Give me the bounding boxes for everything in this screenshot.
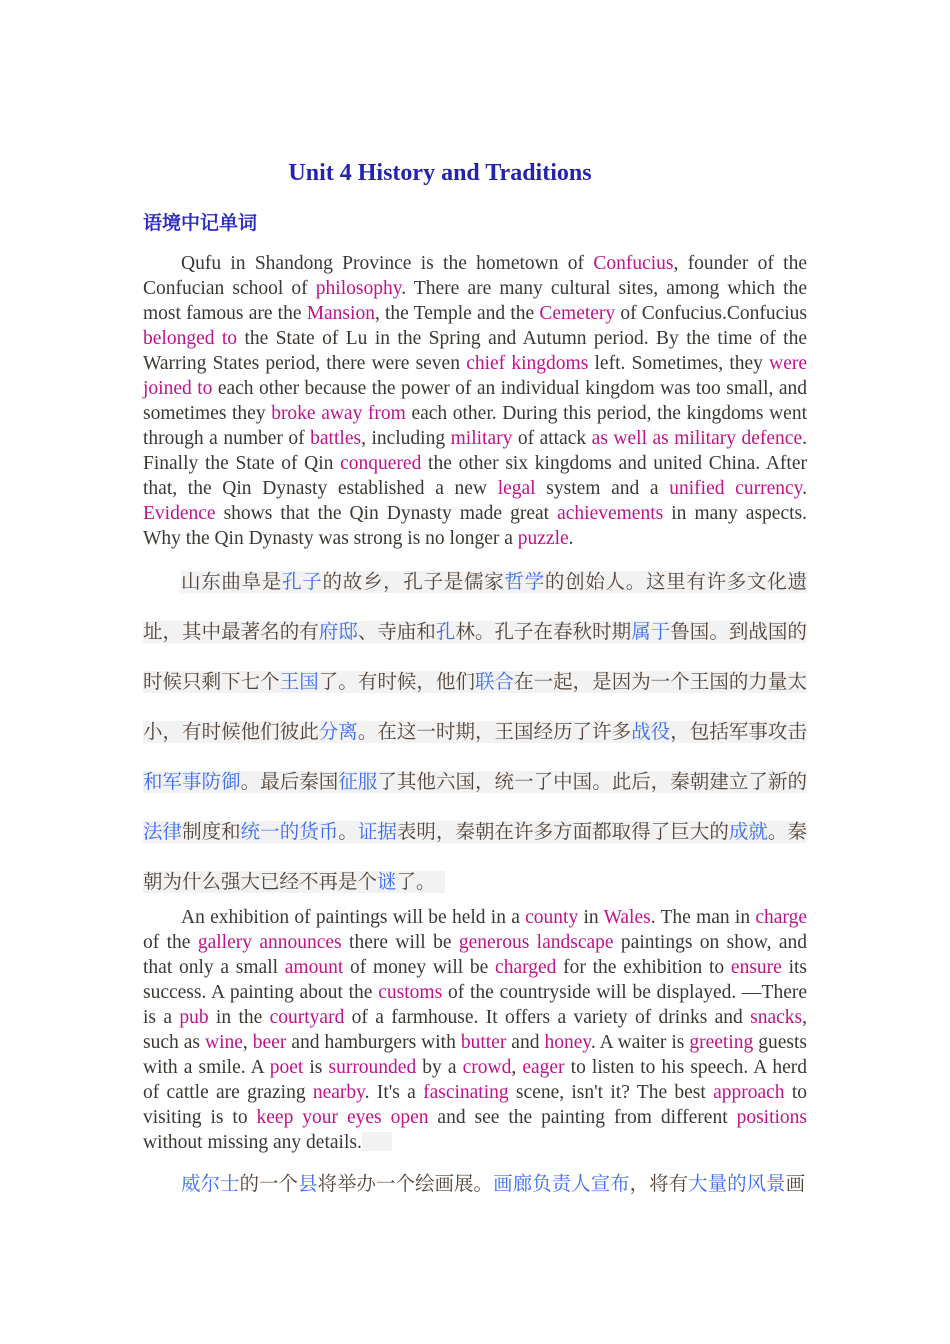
text-run: ,: [511, 1057, 523, 1078]
text-run: 孔子: [282, 571, 323, 593]
text-run: , the Temple and the: [374, 303, 540, 324]
text-run: ensure: [730, 957, 782, 978]
text-run: is: [303, 1057, 329, 1078]
highlight-blank: [362, 1132, 392, 1151]
text-run: 战役: [631, 721, 671, 743]
text-run: 王国: [279, 671, 319, 693]
text-run: 。秦朝为什么强大已经不再是个: [143, 821, 807, 893]
text-run: crowd: [462, 1057, 512, 1078]
text-run: Qufu in Shandong Province is the hometown of: [181, 253, 594, 274]
text-run: 了。有时候，他们: [318, 671, 475, 693]
text-run: its success. A painting about the: [143, 957, 807, 1003]
text-run: legal: [497, 478, 536, 499]
text-run: 和军事防御: [143, 771, 241, 793]
text-run: shows that the Qin Dynasty made great: [215, 503, 558, 524]
text-run: 鲁国。到战国的时候只剩下七个: [143, 621, 807, 693]
text-run: 画: [785, 1173, 806, 1195]
text-run: 。在这一时期，王国经历了许多: [357, 721, 632, 743]
text-run: fascinating: [423, 1082, 509, 1103]
text-run: 。最后秦国: [240, 771, 339, 793]
text-run: customs: [378, 982, 443, 1003]
text-run: 表明，秦朝在许多方面都取得了巨大的: [396, 821, 729, 843]
text-run: of attack: [512, 428, 592, 449]
text-run: , founder of the Confucian school of: [143, 253, 807, 299]
text-run: 征服: [338, 771, 378, 793]
text-run: of the: [143, 932, 198, 953]
text-run: the other six kingdoms and united China. After that, the Qin Dynasty established a new: [143, 453, 807, 499]
chinese-translation-paragraph-1: [143, 557, 807, 907]
text-run: for the exhibition to: [556, 957, 731, 978]
text-run: . Finally the State of Qin: [143, 428, 807, 474]
text-run: butter: [460, 1032, 507, 1053]
text-run: 属于: [631, 621, 671, 643]
text-run: surrounded: [328, 1057, 417, 1078]
text-run: there will be: [341, 932, 459, 953]
text-run: and: [506, 1032, 545, 1053]
text-run: county: [525, 907, 579, 928]
text-run: 威尔士: [181, 1173, 240, 1195]
text-run: in the: [208, 1007, 270, 1028]
text-run: without missing any details.: [143, 1132, 362, 1153]
text-run: 的创始人。这里有许多文化遗址，其中最著名的有: [143, 571, 807, 643]
text-run: approach: [713, 1082, 785, 1103]
text-run: of the countryside will be displayed. —There is a: [143, 982, 807, 1028]
text-run: 统一的货币: [240, 821, 339, 843]
text-run: 法律: [143, 821, 183, 843]
text-run: , including: [361, 428, 451, 449]
text-run: .: [802, 478, 807, 499]
english-context-paragraph-2: [143, 905, 807, 1155]
text-run: belonged to: [143, 328, 238, 349]
text-run: gallery announces: [197, 932, 342, 953]
text-run: achievements: [557, 503, 664, 524]
text-run: 证据: [357, 821, 397, 843]
text-run: 林。孔子在春秋时期: [455, 621, 632, 643]
text-run: ，包括军事攻击: [670, 721, 807, 743]
text-run: paintings on show, and that only a small: [143, 932, 807, 978]
text-run: snacks: [750, 1007, 803, 1028]
text-run: 了。: [396, 871, 446, 893]
text-run: 孔: [435, 621, 456, 643]
text-run: in many aspects. Why the Qin Dynasty was strong is no longer a: [143, 503, 807, 549]
text-run: ，将有: [629, 1173, 689, 1195]
text-run: eager: [522, 1057, 565, 1078]
text-run: Mansion: [306, 303, 375, 324]
text-run: the State of Lu in the Spring and Autumn period. By the time of the Warring States period, there were seven: [143, 328, 807, 374]
text-run: conquered: [340, 453, 422, 474]
text-run: 分离: [318, 721, 358, 743]
text-run: 画廊负责人宣布: [493, 1173, 630, 1195]
text-run: . The man in: [650, 907, 756, 928]
text-run: military: [450, 428, 513, 449]
text-run: of Confucius.Confucius: [615, 303, 807, 324]
english-context-paragraph-1: [143, 251, 807, 551]
text-run: 制度和: [182, 821, 241, 843]
text-run: of a farmhouse. It offers a variety of drinks and: [344, 1007, 751, 1028]
text-run: 在一起，是因为一个王国的力量太小，有时候他们彼此: [143, 671, 807, 743]
text-run: puzzle: [517, 528, 569, 549]
text-run: battles: [310, 428, 362, 449]
text-run: 县: [298, 1173, 318, 1195]
text-run: 了其他六国，统一了中国。此后，秦朝建立了新的: [377, 771, 807, 793]
text-run: chief kingdoms: [466, 353, 589, 374]
text-run: Evidence: [143, 503, 216, 524]
text-run: 、寺庙和: [357, 621, 436, 643]
text-run: 哲学: [504, 571, 545, 593]
text-run: . There are many cultural sites, among which the most famous are the: [143, 278, 808, 324]
chinese-translation-paragraph-2: [143, 1159, 807, 1209]
text-run: broke away from: [271, 403, 406, 424]
text-run: each other. During this period, the kingdoms went through a number of: [143, 403, 807, 449]
text-run: unified currency: [669, 478, 803, 499]
text-run: in: [578, 907, 604, 928]
text-run: honey: [544, 1032, 591, 1053]
text-run: 大量的风景: [688, 1173, 786, 1195]
text-run: generous landscape: [458, 932, 614, 953]
text-run: Confucius: [593, 253, 674, 274]
text-run: nearby: [312, 1082, 365, 1103]
text-run: beer: [252, 1032, 287, 1053]
text-run: 成就: [728, 821, 768, 843]
text-run: charged: [495, 957, 557, 978]
text-run: An exhibition of paintings will be held in a: [181, 907, 526, 928]
text-run: . It's a: [364, 1082, 424, 1103]
text-run: guests with a smile. A: [143, 1032, 808, 1078]
text-run: 的一个: [239, 1173, 299, 1195]
text-run: wine: [204, 1032, 243, 1053]
text-run: , such as: [143, 1007, 807, 1053]
text-run: to listen to his speech. A herd of cattle are grazing: [143, 1057, 808, 1103]
text-run: to visiting is to: [143, 1082, 807, 1128]
text-run: ,: [242, 1032, 253, 1053]
text-run: pub: [179, 1007, 209, 1028]
text-run: . A waiter is: [590, 1032, 690, 1053]
text-run: scene, isn't it? The best: [508, 1082, 714, 1103]
text-run: amount: [284, 957, 344, 978]
text-run: Wales: [603, 907, 651, 928]
text-run: .: [568, 528, 574, 549]
text-run: 。: [338, 821, 358, 843]
section-header-memorize-words-in-context: 语境中记单词: [143, 213, 258, 234]
text-run: charge: [755, 907, 807, 928]
text-run: and see the painting from different: [428, 1107, 737, 1128]
text-run: were joined to: [143, 353, 807, 399]
text-run: of money will be: [343, 957, 496, 978]
text-run: each other because the power of an individual kingdom was too small, and sometimes they: [143, 378, 807, 424]
text-run: courtyard: [269, 1007, 345, 1028]
text-run: system and a: [535, 478, 670, 499]
text-run: as well as military defence: [591, 428, 803, 449]
text-run: keep your eyes open: [256, 1107, 429, 1128]
text-run: poet: [269, 1057, 304, 1078]
text-run: positions: [736, 1107, 808, 1128]
text-run: philosophy: [315, 278, 402, 299]
text-run: greeting: [689, 1032, 754, 1053]
text-run: and hamburgers with: [286, 1032, 461, 1053]
text-run: left. Sometimes, they: [588, 353, 770, 374]
text-run: 府邸: [318, 621, 358, 643]
text-run: 山东曲阜是: [181, 571, 283, 593]
text-run: Cemetery: [539, 303, 616, 324]
page-title: Unit 4 History and Traditions: [288, 160, 592, 186]
text-run: 将举办一个绘画展。: [317, 1173, 494, 1195]
text-run: by a: [416, 1057, 463, 1078]
text-run: 的故乡，孔子是儒家: [322, 571, 505, 593]
text-run: 谜: [377, 871, 397, 893]
text-run: 联合: [475, 671, 515, 693]
